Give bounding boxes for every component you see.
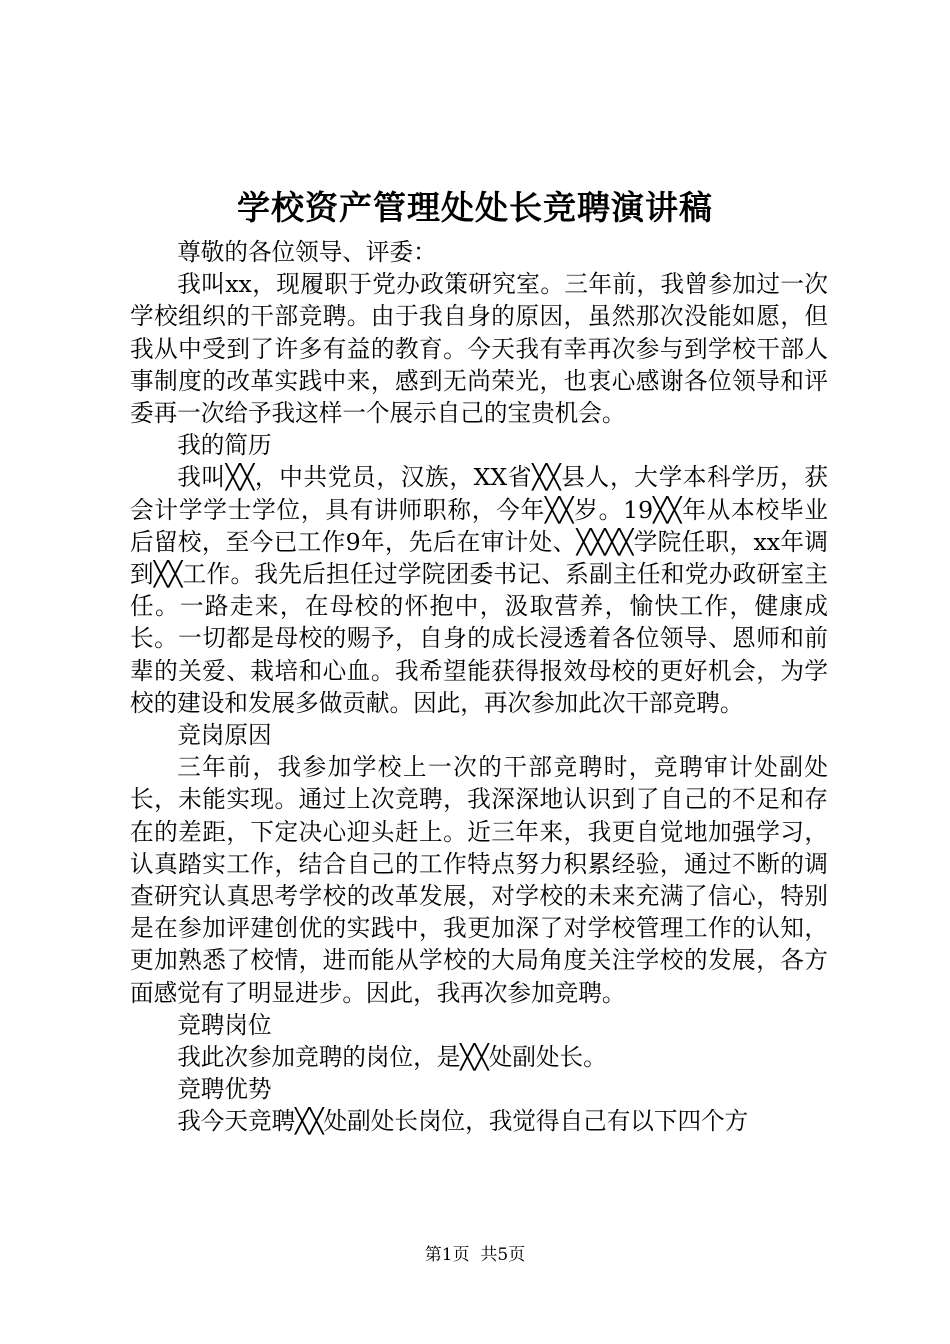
section-heading-advantage: 竞聘优势: [177, 1075, 272, 1104]
section-heading-position: 竞聘岗位: [177, 1010, 272, 1039]
section-heading-resume: 我的简历: [177, 431, 272, 460]
document-body: [130, 236, 828, 1138]
salutation: 尊敬的各位领导、评委：: [177, 238, 437, 266]
paragraph-reason: 三年前，我参加学校上一次的干部竞聘时，竞聘审计处副处长，未能实现。通过上次竞聘，我深深地认识到了自己的不足和存在的差距，下定决心迎头赶上。近三年来，我更自觉地加强学习，认真踏实工作，结合自己的工作特点努力积累经验，通过不断的调查研究认真思考学校的改革发展，对学校的未来充满了信心，特别是在参加评建创优的实践中，我更加深了对学校管理工作的认知，更加熟悉了校情，进而能从学校的大局角度关注学校的发展，各方面感觉有了明显进步。因此，我再次参加竞聘。: [130, 753, 828, 1007]
section-heading-reason: 竞岗原因: [177, 721, 272, 750]
document-title: 学校资产管理处处长竞聘演讲稿: [237, 188, 713, 227]
paragraph-position: 我此次参加竞聘的岗位，是╳╳处副处长。: [177, 1043, 607, 1072]
paragraph-resume: 我叫╳╳，中共党员，汉族，XX省╳╳县人，大学本科学历，获会计学学士学位，具有讲师职称，今年╳╳岁。19╳╳年从本校毕业后留校，至今已工作9年，先后在审计处、╳╳╳╳学院任职，xx年调到╳╳工作。我先后担任过学院团委书记、系副主任和党办政研室主任。一路走来，在母校的怀抱中，汲取营养，愉快工作，健康成长。一切都是母校的赐予，自身的成长浸透着各位领导、恩师和前辈的关爱、栽培和心血。我希望能获得报效母校的更好机会，为学校的建设和发展多做贡献。因此，再次参加此次干部竞聘。: [130, 463, 828, 717]
paragraph-advantage: 我今天竞聘╳╳处副处长岗位，我觉得自己有以下四个方: [177, 1107, 749, 1136]
paragraph-intro: 我叫xx，现履职于党办政策研究室。三年前，我曾参加过一次学校组织的干部竞聘。由于我自身的原因，虽然那次没能如愿，但我从中受到了许多有益的教育。今天我有幸再次参与到学校干部人事制度的改革实践中来，感到无尚荣光，也衷心感谢各位领导和评委再一次给予我这样一个展示自己的宝贵机会。: [130, 270, 828, 428]
page-number-footer: 第1页 共5页: [424, 1245, 526, 1265]
